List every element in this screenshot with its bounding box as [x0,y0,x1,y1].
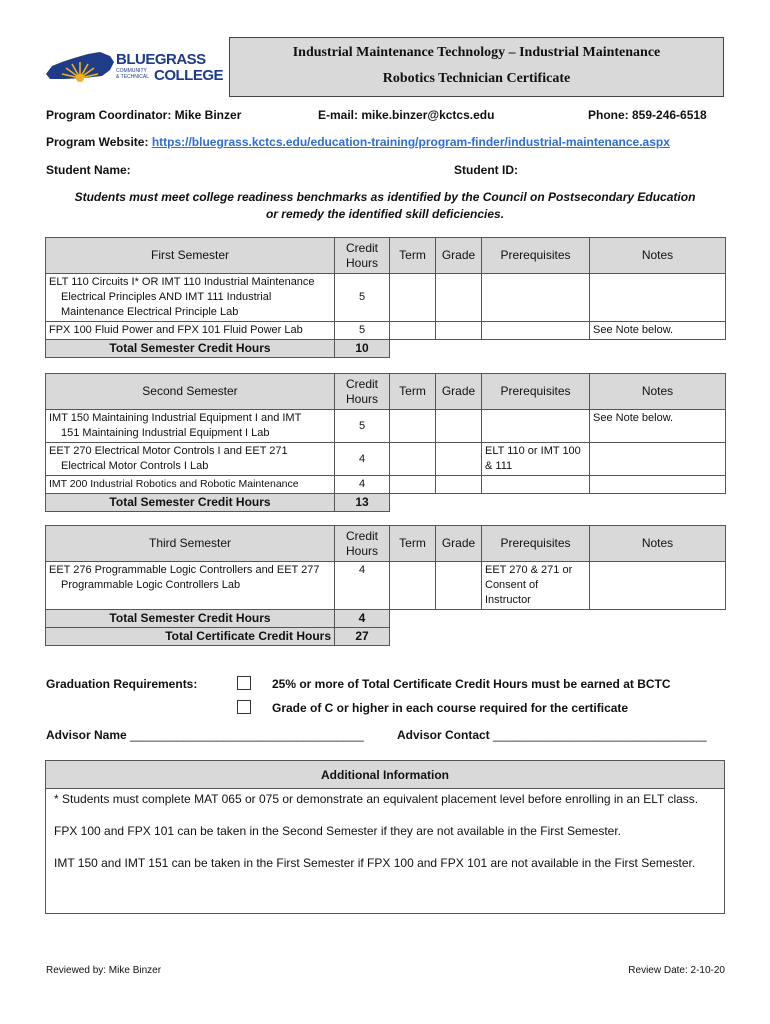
table-row [46,322,726,340]
credit-hours: 5 [335,274,390,322]
document-title [229,37,724,97]
credit-hours: 5 [335,322,390,340]
grade-cell[interactable] [436,322,482,340]
credit-hours: 4 [335,443,390,476]
credit-hours-header: Credit Hours [335,238,390,274]
term-cell[interactable] [390,322,436,340]
term-cell[interactable] [390,443,436,476]
readiness-benchmark-note: Students must meet college readiness benchmarks as identified by the Council on Postsecondary Education or remedy the identified skill deficiencies. [74,190,696,221]
notes-cell: See Note below. [590,322,726,340]
course-name: IMT 200 Industrial Robotics and Robotic Maintenance [46,476,335,494]
total-label: Total Certificate Credit Hours [46,628,335,646]
third-semester-table [45,525,726,646]
prerequisites-cell [482,274,590,322]
total-label: Total Semester Credit Hours [46,340,335,358]
term-cell[interactable] [390,410,436,443]
grade-header: Grade [436,238,482,274]
credit-hours-header: Credit Hours [335,526,390,562]
second-semester-table [45,373,726,512]
additional-note-3: IMT 150 and IMT 151 can be taken in the First Semester if FPX 100 and FPX 101 are not available in the First Semester. [54,856,696,870]
semester-title: First Semester [46,238,335,274]
course-name: EET 270 Electrical Motor Controls I and EET 271 Electrical Motor Controls I Lab [46,443,335,476]
graduation-requirements-label: Graduation Requirements: [46,677,198,691]
credit-hours-header: Credit Hours [335,374,390,410]
prerequisites-cell [482,476,590,494]
advisor-name-label: Advisor Name [46,728,127,742]
notes-cell [590,476,726,494]
notes-cell: See Note below. [590,410,726,443]
college-logo [44,48,224,84]
term-cell[interactable] [390,562,436,610]
notes-header: Notes [590,526,726,562]
grade-cell[interactable] [436,476,482,494]
table-row [46,274,726,322]
prerequisites-header: Prerequisites [482,238,590,274]
table-row [46,476,726,494]
total-value: 13 [335,494,390,512]
logo-college-text: COLLEGE [154,67,224,84]
semester-total-row [46,340,726,358]
total-value: 4 [335,610,390,628]
course-name: FPX 100 Fluid Power and FPX 101 Fluid Power Lab [46,322,335,340]
grade-cell[interactable] [436,410,482,443]
title-line-2: Robotics Technician Certificate [382,71,571,86]
notes-cell [590,443,726,476]
total-value: 27 [335,628,390,646]
website-link[interactable]: https://bluegrass.kctcs.edu/education-training/program-finder/industrial-maintenance.aspx [151,135,670,149]
requirement-checkbox-1[interactable] [237,676,251,690]
additional-note-2: FPX 100 and FPX 101 can be taken in the Second Semester if they are not available in the First Semester. [54,824,621,838]
semester-title: Third Semester [46,526,335,562]
total-label: Total Semester Credit Hours [46,610,335,628]
student-id-label: Student ID: [454,163,518,177]
total-value: 10 [335,340,390,358]
notes-cell [590,562,726,610]
grade-cell[interactable] [436,274,482,322]
title-line-1: Industrial Maintenance Technology – Industrial Maintenance [292,45,661,60]
credit-hours: 4 [335,476,390,494]
additional-information-title: Additional Information [46,761,724,789]
grade-cell[interactable] [436,443,482,476]
additional-information-box [45,760,725,914]
website-label: Program Website: [46,135,149,149]
credit-hours: 5 [335,410,390,443]
program-website [46,135,670,149]
prerequisites-header: Prerequisites [482,374,590,410]
coordinator-email: E-mail: mike.binzer@kctcs.edu [318,108,495,122]
notes-header: Notes [590,238,726,274]
credit-hours: 4 [335,562,390,610]
term-cell[interactable] [390,476,436,494]
notes-header: Notes [590,374,726,410]
semester-title: Second Semester [46,374,335,410]
review-date: Review Date: 2-10-20 [628,965,725,976]
coordinator-phone: Phone: 859-246-6518 [588,108,707,122]
term-header: Term [390,374,436,410]
requirement-checkbox-2[interactable] [237,700,251,714]
course-name: IMT 150 Maintaining Industrial Equipment I and IMT 151 Maintaining Industrial Equipment I Lab [46,410,335,443]
prerequisites-cell: ELT 110 or IMT 100 & 111 [482,443,590,476]
semester-total-row [46,494,726,512]
certificate-total-row [46,628,726,646]
term-header: Term [390,238,436,274]
graduation-requirement-1: 25% or more of Total Certificate Credit Hours must be earned at BCTC [272,677,671,691]
table-row [46,410,726,443]
table-row [46,562,726,610]
additional-note-1: * Students must complete MAT 065 or 075 or demonstrate an equivalent placement level before enrolling in an ELT class. [54,792,699,806]
prerequisites-cell [482,322,590,340]
logo-small-text: COMMUNITY & TECHNICAL [116,68,149,80]
advisor-contact [397,728,707,742]
advisor-contact-label: Advisor Contact [397,728,490,742]
kentucky-sunburst-icon [44,48,116,84]
grade-header: Grade [436,526,482,562]
prerequisites-cell [482,410,590,443]
reviewed-by: Reviewed by: Mike Binzer [46,965,162,976]
logo-bluegrass-text: BLUEGRASS [116,51,206,68]
term-header: Term [390,526,436,562]
course-name: EET 276 Programmable Logic Controllers and EET 277 Programmable Logic Controllers Lab [46,562,335,610]
advisor-name-field[interactable]: ___________________________________ [130,728,364,742]
prerequisites-header: Prerequisites [482,526,590,562]
total-label: Total Semester Credit Hours [46,494,335,512]
table-row [46,443,726,476]
student-name-label: Student Name: [46,163,131,177]
course-name: ELT 110 Circuits I* OR IMT 110 Industrial Maintenance Electrical Principles AND IMT 111 Industrial Maintenance Electrical Principle Lab [46,274,335,322]
advisor-contact-field[interactable]: ________________________________ [493,728,707,742]
prerequisites-cell: EET 270 & 271 or Consent of Instructor [482,562,590,610]
grade-cell[interactable] [436,562,482,610]
advisor-name [46,728,364,742]
semester-total-row [46,610,726,628]
term-cell[interactable] [390,274,436,322]
notes-cell [590,274,726,322]
program-coordinator: Program Coordinator: Mike Binzer [46,108,242,122]
first-semester-table [45,237,726,358]
grade-header: Grade [436,374,482,410]
graduation-requirement-2: Grade of C or higher in each course required for the certificate [272,701,629,715]
